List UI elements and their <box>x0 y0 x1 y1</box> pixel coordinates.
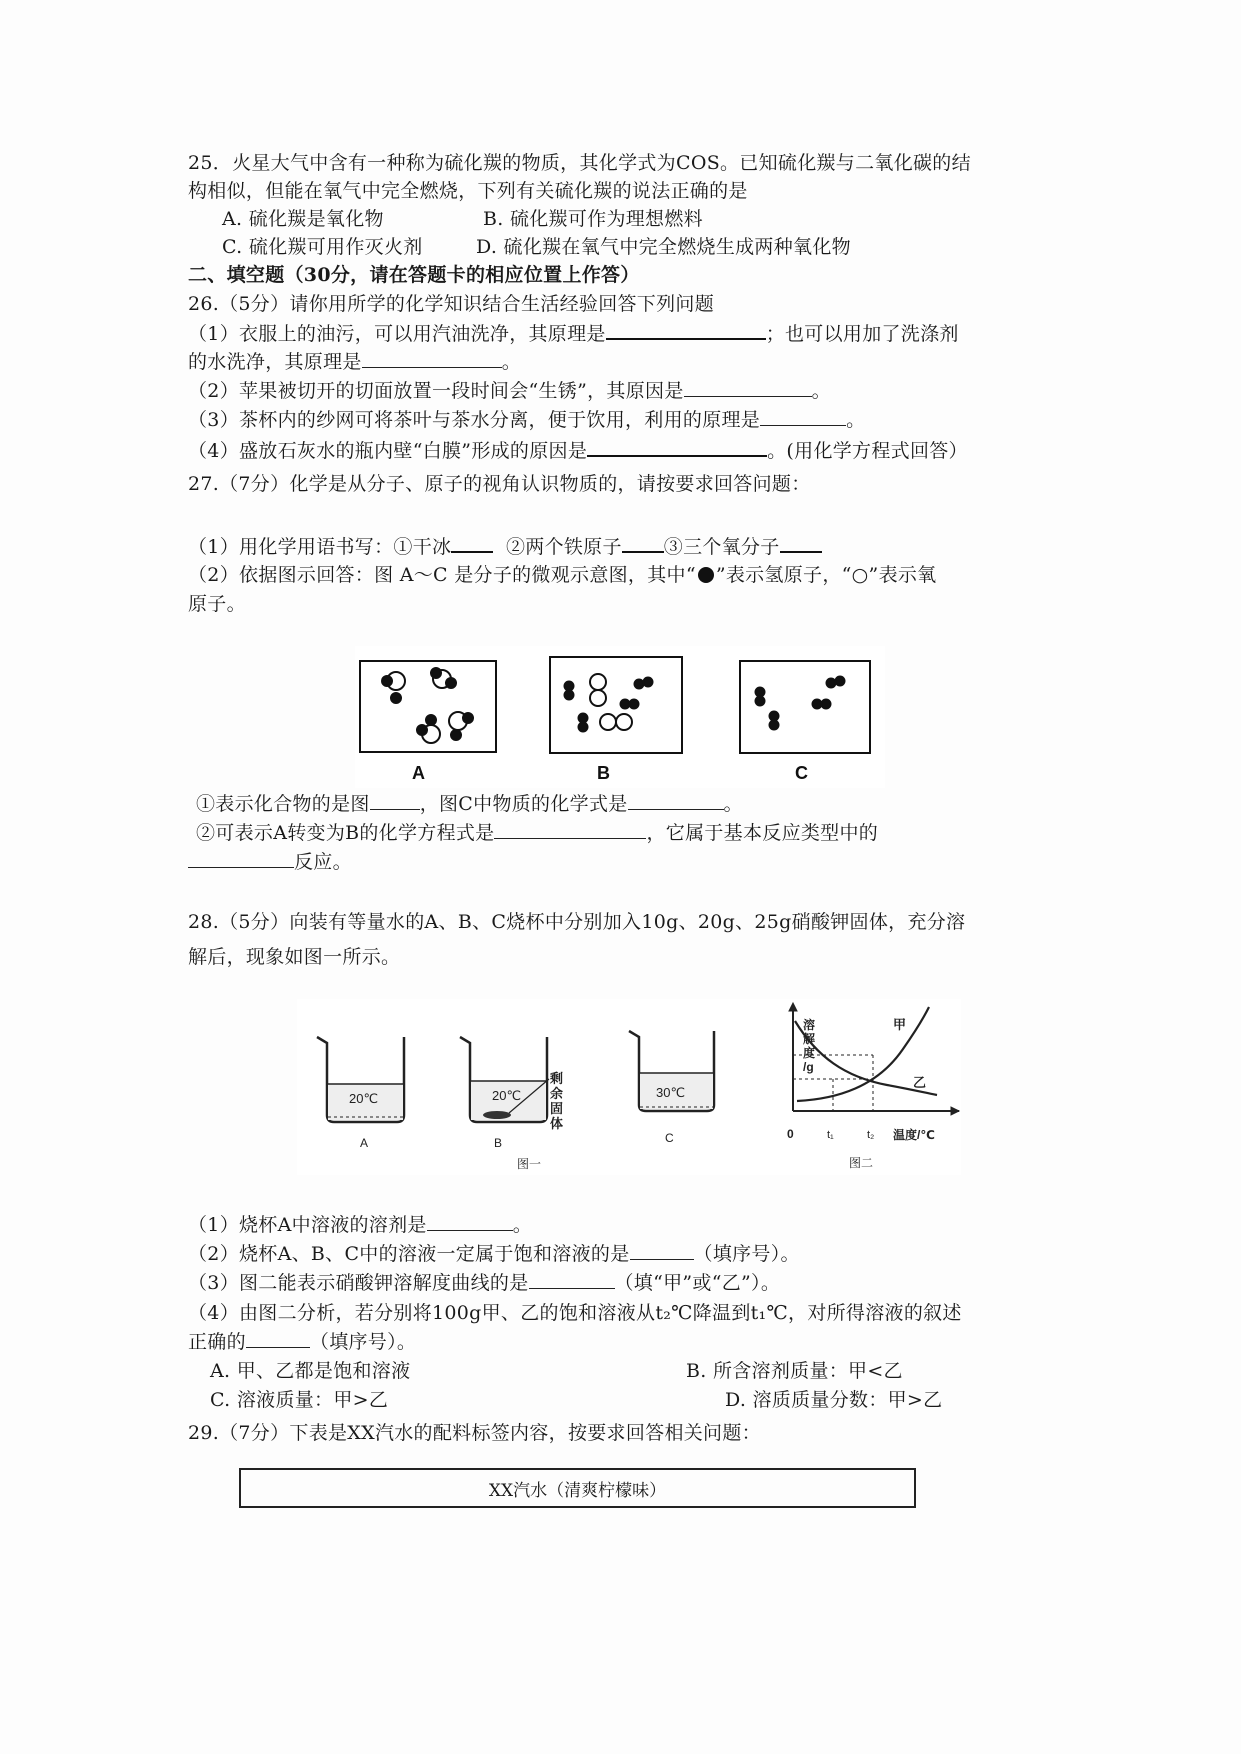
q28-p2-text-b: （填序号）。 <box>693 1243 800 1265</box>
graph-ylabel-4: /g <box>803 1060 814 1074</box>
beaker-a-label: A <box>360 1136 369 1150</box>
oxygen-molecule-icon <box>590 674 606 706</box>
q25-option-d: D. 硫化羰在氧气中完全燃烧生成两种氧化物 <box>476 236 851 258</box>
q28-part4-line2 <box>188 1329 416 1355</box>
soda-label-title: XX汽水（清爽柠檬味） <box>488 1480 667 1501</box>
q27-s1-text-b: ，图C中物质的化学式是 <box>419 793 628 815</box>
q25-option-a: A. 硫化羰是氧化物 <box>222 208 384 230</box>
q25-option-b: B. 硫化羰可作为理想燃料 <box>483 208 703 230</box>
graph-t2: t₂ <box>867 1129 875 1141</box>
q26-part1-line2 <box>188 349 521 375</box>
q28-p2-text-a: （2）烧杯A、B、C中的溶液一定属于饱和溶液的是 <box>188 1243 630 1265</box>
q27-p1-text-c: ③三个氧分子 <box>663 536 780 558</box>
q26-part2 <box>188 378 831 404</box>
graph-t1: t₁ <box>827 1129 834 1141</box>
q27-oxygen-molecules-blank[interactable] <box>780 533 822 553</box>
q28-option-c: C. 溶液质量：甲>乙 <box>210 1389 389 1411</box>
q28-saturated-blank[interactable] <box>630 1241 694 1260</box>
q28-curve-blank[interactable] <box>529 1270 615 1289</box>
q28-solvent-blank[interactable] <box>427 1212 513 1231</box>
beaker-b-temp: 20℃ <box>492 1088 522 1103</box>
q27-reaction-type-blank[interactable] <box>188 849 294 868</box>
q27-stem: 27.（7分）化学是从分子、原子的视角认识物质的，请按要求回答问题： <box>188 473 811 495</box>
q28-p4-text-c: （填序号）。 <box>309 1331 417 1353</box>
q26-p3-text-a: （3）茶杯内的纱网可将茶叶与茶水分离，便于饮用，利用的原理是 <box>188 409 761 431</box>
graph-ylabel-3: 度 <box>803 1046 816 1060</box>
graph-ylabel-1: 溶 <box>803 1018 816 1032</box>
water-molecule-icon <box>431 668 456 688</box>
water-molecule-icon <box>449 712 473 740</box>
q28-p3-text-b: （填“甲”或“乙”）。 <box>614 1272 781 1294</box>
q27-formula-blank[interactable] <box>628 791 724 810</box>
residue-label-1: 剩 <box>550 1071 564 1086</box>
q28-part1 <box>188 1212 532 1238</box>
figure-one-caption: 图一 <box>517 1157 542 1171</box>
q26-p1-answer-blank-1[interactable] <box>606 320 766 340</box>
q27-part1 <box>188 533 822 560</box>
oxygen-molecule-icon <box>600 714 632 730</box>
q28-p4-text-b: 正确的 <box>188 1331 246 1353</box>
q29-stem: 29.（7分）下表是XX汽水的配料标签内容，按要求回答相关问题： <box>188 1422 761 1444</box>
q25-stem-line2: 构相似，但能在氧气中完全燃烧，下列有关硫化羰的说法正确的是 <box>188 180 748 202</box>
q25-stem-line1: 25．火星大气中含有一种称为硫化羰的物质，其化学式为COS。已知硫化羰与二氧化碳的结 <box>188 152 971 174</box>
soda-label-table <box>239 1468 916 1508</box>
q27-s1-text-a: ①表示化合物的是图 <box>196 793 370 815</box>
hydrogen-molecule-icon <box>770 712 779 730</box>
hydrogen-molecule-icon <box>813 700 831 709</box>
solubility-figure <box>297 999 961 1175</box>
molecule-box-c <box>740 661 870 753</box>
q26-p1-answer-blank-2[interactable] <box>362 349 502 368</box>
beaker-a <box>317 1037 404 1122</box>
q26-stem: 26.（5分）请你用所学的化学知识结合生活经验回答下列问题 <box>188 293 715 315</box>
molecule-label-b: B <box>597 763 610 783</box>
q26-p4-answer-blank[interactable] <box>587 437 767 457</box>
q27-p1-text-a: （1）用化学用语书写：①干冰 <box>188 536 452 558</box>
q28-part3 <box>188 1270 780 1296</box>
curve-jia-label: 甲 <box>893 1017 907 1032</box>
beaker-a-temp: 20℃ <box>349 1091 379 1106</box>
q28-option-d: D. 溶质质量分数：甲>乙 <box>725 1389 943 1411</box>
q26-p2-answer-blank[interactable] <box>684 378 812 397</box>
hydrogen-molecule-icon <box>565 682 574 700</box>
q28-p3-text-a: （3）图二能表示硝酸钾溶解度曲线的是 <box>188 1272 529 1294</box>
curve-yi-label: 乙 <box>913 1075 927 1090</box>
hydrogen-atom-symbol-icon <box>698 567 714 583</box>
residue-label-2: 余 <box>550 1086 564 1101</box>
q27-s1-text-c: 。 <box>723 793 743 815</box>
q26-p1-text-a: （1）衣服上的油污，可以用汽油洗净，其原理是 <box>188 323 606 345</box>
q26-part1-line1 <box>188 320 959 347</box>
q28-option-b: B. 所含溶剂质量：甲<乙 <box>686 1360 903 1382</box>
residue-label-4: 体 <box>550 1116 564 1131</box>
beaker-c-temp: 30℃ <box>656 1085 686 1100</box>
q28-p1-text-b: 。 <box>512 1214 533 1236</box>
hydrogen-molecule-icon <box>579 714 588 732</box>
q25-option-c: C. 硫化羰可用作灭火剂 <box>222 236 423 258</box>
q27-sub2-line1 <box>196 820 878 846</box>
q27-s2-text-b: ，它属于基本反应类型中的 <box>646 822 879 844</box>
q26-p1-text-d: 。 <box>501 351 522 373</box>
water-molecule-icon <box>382 672 405 703</box>
q27-compound-blank[interactable] <box>370 791 420 810</box>
q28-stem-line1: 28.（5分）向装有等量水的A、B、C烧杯中分别加入10g、20g、25g硝酸钾固体，充分溶 <box>188 911 966 933</box>
graph-origin: 0 <box>787 1127 794 1141</box>
hydrogen-molecule-icon <box>756 688 765 706</box>
section-title-fill-in: 二、填空题（30分，请在答题卡的相应位置上作答） <box>188 264 640 286</box>
q26-p1-text-c: 的水洗净，其原理是 <box>188 351 362 373</box>
q27-sub2-line2 <box>188 849 352 875</box>
q27-p2-text-a: （2）依据图示回答：图 A～C 是分子的微观示意图，其中“ <box>188 564 696 586</box>
hydrogen-molecule-icon <box>621 700 639 709</box>
q26-p3-text-b: 。 <box>846 409 866 431</box>
q27-s2-text-a: ②可表示A转变为B的化学方程式是 <box>196 822 495 844</box>
molecule-label-c: C <box>795 763 808 783</box>
molecule-box-b <box>550 657 682 753</box>
q26-p2-text-b: 。 <box>811 380 831 402</box>
figure-two-caption: 图二 <box>849 1156 874 1170</box>
beaker-b-label: B <box>494 1136 503 1150</box>
q27-part2-line1 <box>188 562 936 588</box>
q28-choice-blank[interactable] <box>246 1329 310 1348</box>
q28-option-a: A. 甲、乙都是饱和溶液 <box>210 1360 411 1382</box>
q27-p2-text-b: ”表示氢原子，“○”表示氧 <box>715 564 937 586</box>
beaker-b <box>460 1037 547 1122</box>
q26-p3-answer-blank[interactable] <box>760 407 846 426</box>
molecule-diagram-figure <box>355 646 885 788</box>
residue-label-3: 固 <box>550 1101 564 1116</box>
hydrogen-molecule-icon <box>827 677 845 688</box>
q27-iron-atoms-blank[interactable] <box>622 533 664 553</box>
q26-part4 <box>188 437 968 464</box>
hydrogen-molecule-icon <box>635 678 653 689</box>
q26-part3 <box>188 407 865 433</box>
curve-jia <box>797 1007 929 1101</box>
q27-s2-text-c: 反应。 <box>294 851 352 873</box>
graph-xlabel: 温度/℃ <box>893 1128 935 1142</box>
q28-p1-text-a: （1）烧杯A中溶液的溶剂是 <box>188 1214 427 1236</box>
q26-p2-text-a: （2）苹果被切开的切面放置一段时间会“生锈”，其原因是 <box>188 380 684 402</box>
q27-part2-line2: 原子。 <box>188 593 246 615</box>
q27-dry-ice-blank[interactable] <box>451 533 493 553</box>
q27-sub1 <box>196 791 743 817</box>
q28-part4-line1: （4）由图二分析，若分别将100g甲、乙的饱和溶液从t₂℃降温到t₁℃，对所得溶液的叙述 <box>188 1302 962 1324</box>
q27-equation-blank[interactable] <box>494 820 646 839</box>
graph-ylabel-2: 解 <box>803 1032 816 1046</box>
q26-p4-text-a: （4）盛放石灰水的瓶内壁“白膜”形成的原因是 <box>188 440 588 462</box>
q26-p4-text-b: 。(用化学方程式回答） <box>767 440 968 462</box>
q28-part2 <box>188 1241 800 1267</box>
molecule-label-a: A <box>412 763 425 783</box>
water-molecule-icon <box>417 715 440 743</box>
beaker-c-label: C <box>665 1131 674 1145</box>
q28-stem-line2: 解后，现象如图一所示。 <box>188 946 401 968</box>
residue-solid-icon <box>483 1111 511 1119</box>
q27-p1-text-b: ②两个铁原子 <box>505 536 622 558</box>
q26-p1-text-b: ；也可以用加了洗涤剂 <box>765 323 959 345</box>
